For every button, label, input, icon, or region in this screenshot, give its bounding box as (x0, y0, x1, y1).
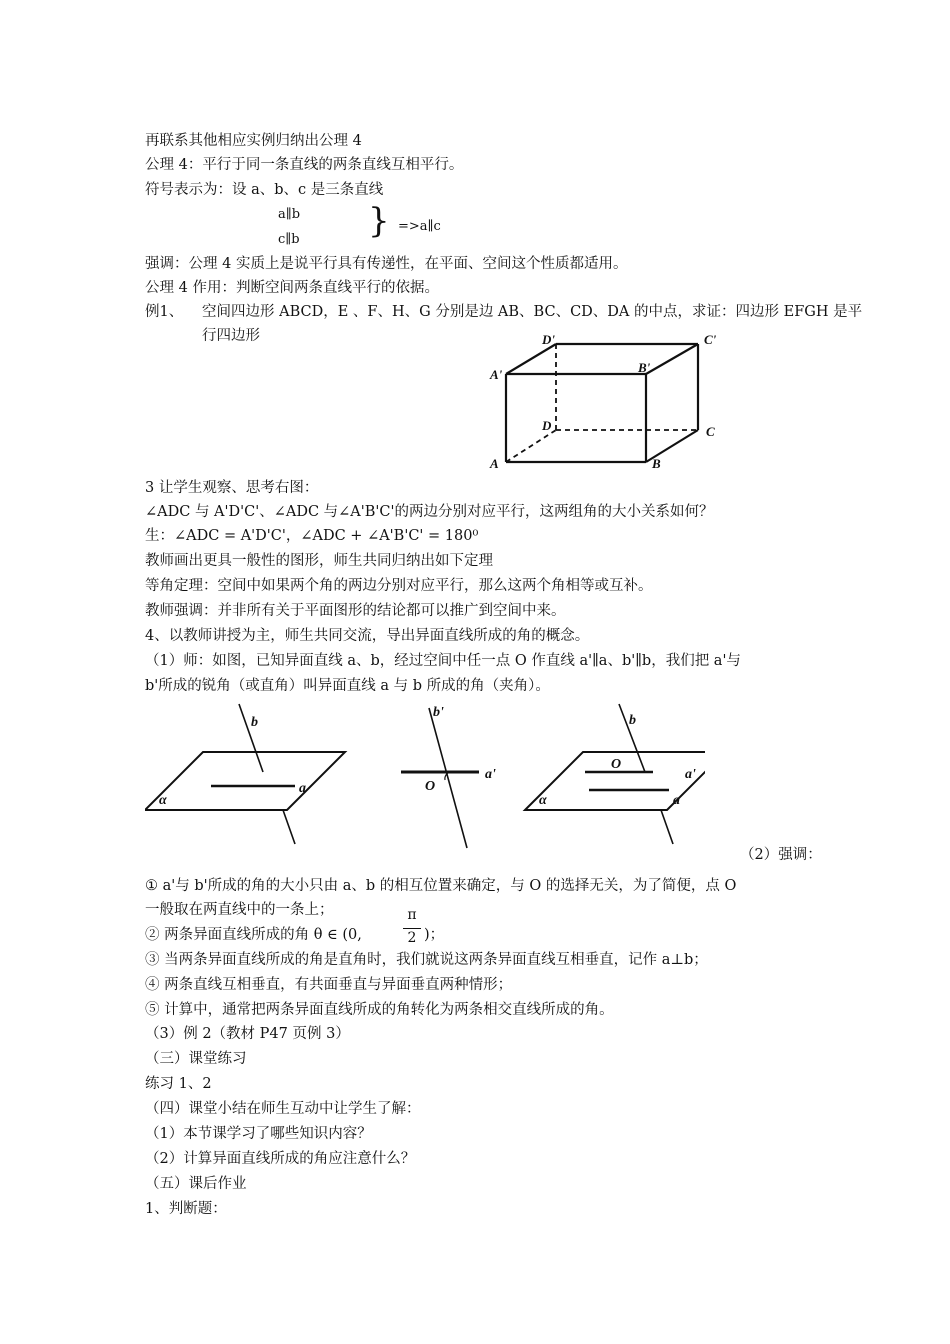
fig3-label-a: a (673, 793, 680, 808)
text-line: （1）本节课学习了哪些知识内容？ (145, 1126, 372, 1142)
text-line: ④ 两条直线互相垂直，有共面垂直与异面垂直两种情形； (145, 977, 513, 993)
fig3-label-b: b (629, 713, 636, 728)
text-line: 4、以教师讲授为主，师生共同交流，导出异面直线所成的角的概念。 (145, 628, 590, 644)
example-label: 例1、 (145, 304, 184, 320)
text-line: ② 两条异面直线所成的角 θ ∈ (0, (145, 927, 362, 943)
text-line: 再联系其他相应实例归纳出公理 4 (145, 133, 362, 149)
vertex-label-D: D (542, 418, 552, 433)
fig2-label-O: O (425, 779, 436, 794)
example-1-text-cont: 行四边形 (202, 328, 260, 344)
text-line: ∠ADC 与 A'D'C'、∠ADC 与∠A'B'C'的两边分别对应平行，这两组角的大小关系如何？ (145, 504, 714, 520)
vertex-label-Cp: C' (704, 332, 717, 347)
section-heading: （四）课堂小结在师生互动中让学生了解： (145, 1101, 421, 1117)
text-line: （2）计算异面直线所成的角应注意什么？ (145, 1151, 416, 1167)
axiom-4: 公理 4：平行于同一条直线的两条直线互相平行。 (145, 157, 464, 173)
fig2-label-ap: a' (485, 767, 496, 782)
text-line: 1、判断题： (145, 1201, 227, 1217)
fig3-label-alpha: α (539, 793, 547, 808)
vertex-label-Ap: A' (490, 367, 503, 382)
text-line: 符号表示为：设 a、b、c 是三条直线 (145, 182, 384, 198)
example-1-text: 空间四边形 ABCD，E 、F、H、G 分别是边 AB、BC、CD、DA 的中点，求证：四边形 EFGH 是平 (202, 304, 863, 320)
vertex-label-A: A (490, 456, 499, 471)
equal-angle-theorem: 等角定理：空间中如果两个角的两边分别对应平行，那么这两个角相等或互补。 (145, 578, 653, 594)
text-line: 练习 1、2 (145, 1076, 212, 1092)
brace-symbol: } (368, 201, 390, 241)
text-line: )； (424, 927, 445, 943)
fig2-label-bp: b' (433, 705, 444, 720)
symbol-conclusion: =>a∥c (398, 219, 441, 234)
text-line: ③ 当两条异面直线所成的角是直角时，我们就说这两条异面直线互相垂直，记作 a⊥b； (145, 952, 708, 968)
text-line: ① a'与 b'所成的角的大小只由 a、b 的相互位置来确定，与 O 的选择无关，为了简便，点 O (145, 878, 737, 894)
text-line: （2）强调： (740, 847, 822, 863)
fig3-label-ap: a' (685, 767, 696, 782)
skew-lines-figure (145, 700, 705, 850)
vertex-label-Bp: B' (638, 360, 651, 375)
text-line: （3）例 2（教材 P47 页例 3） (145, 1026, 350, 1042)
fig3-label-O: O (611, 757, 622, 772)
text-line: 一般取在两直线中的一条上； (145, 902, 334, 918)
text-line: 强调：公理 4 实质上是说平行具有传递性，在平面、空间这个性质都适用。 (145, 256, 628, 272)
symbol-premise-1: a∥b (278, 207, 301, 222)
symbol-premise-2: c∥b (278, 232, 300, 247)
text-line: ⑤ 计算中，通常把两条异面直线所成的角转化为两条相交直线所成的角。 (145, 1002, 614, 1018)
vertex-label-Dp: D' (542, 332, 555, 347)
section-heading: （五）课后作业 (145, 1176, 247, 1192)
text-line: 3 让学生观察、思考右图： (145, 480, 319, 496)
text-line: 教师画出更具一般性的图形，师生共同归纳出如下定理 (145, 553, 493, 569)
text-line: 教师强调：并非所有关于平面图形的结论都可以推广到空间中来。 (145, 603, 566, 619)
text-line: 生：∠ADC = A'D'C'，∠ADC + ∠A'B'C' = 180⁰ (145, 528, 479, 544)
fig1-label-b: b (251, 715, 258, 730)
cuboid-figure (486, 332, 730, 472)
fraction-numerator: π (407, 907, 417, 923)
fraction-denominator: 2 (407, 930, 417, 946)
text-line: （1）师：如图，已知异面直线 a、b，经过空间中任一点 O 作直线 a'∥a、b'∥b，我们把 a'与 (145, 653, 741, 669)
vertex-label-C: C (706, 424, 715, 439)
fraction-bar (403, 928, 421, 929)
fig1-label-alpha: α (159, 793, 167, 808)
section-heading: （三）课堂练习 (145, 1051, 247, 1067)
vertex-label-B: B (652, 456, 661, 471)
fig1-label-a: a (299, 781, 306, 796)
text-line: 公理 4 作用：判断空间两条直线平行的依据。 (145, 280, 439, 296)
text-line: b'所成的锐角（或直角）叫异面直线 a 与 b 所成的角（夹角）。 (145, 678, 550, 694)
